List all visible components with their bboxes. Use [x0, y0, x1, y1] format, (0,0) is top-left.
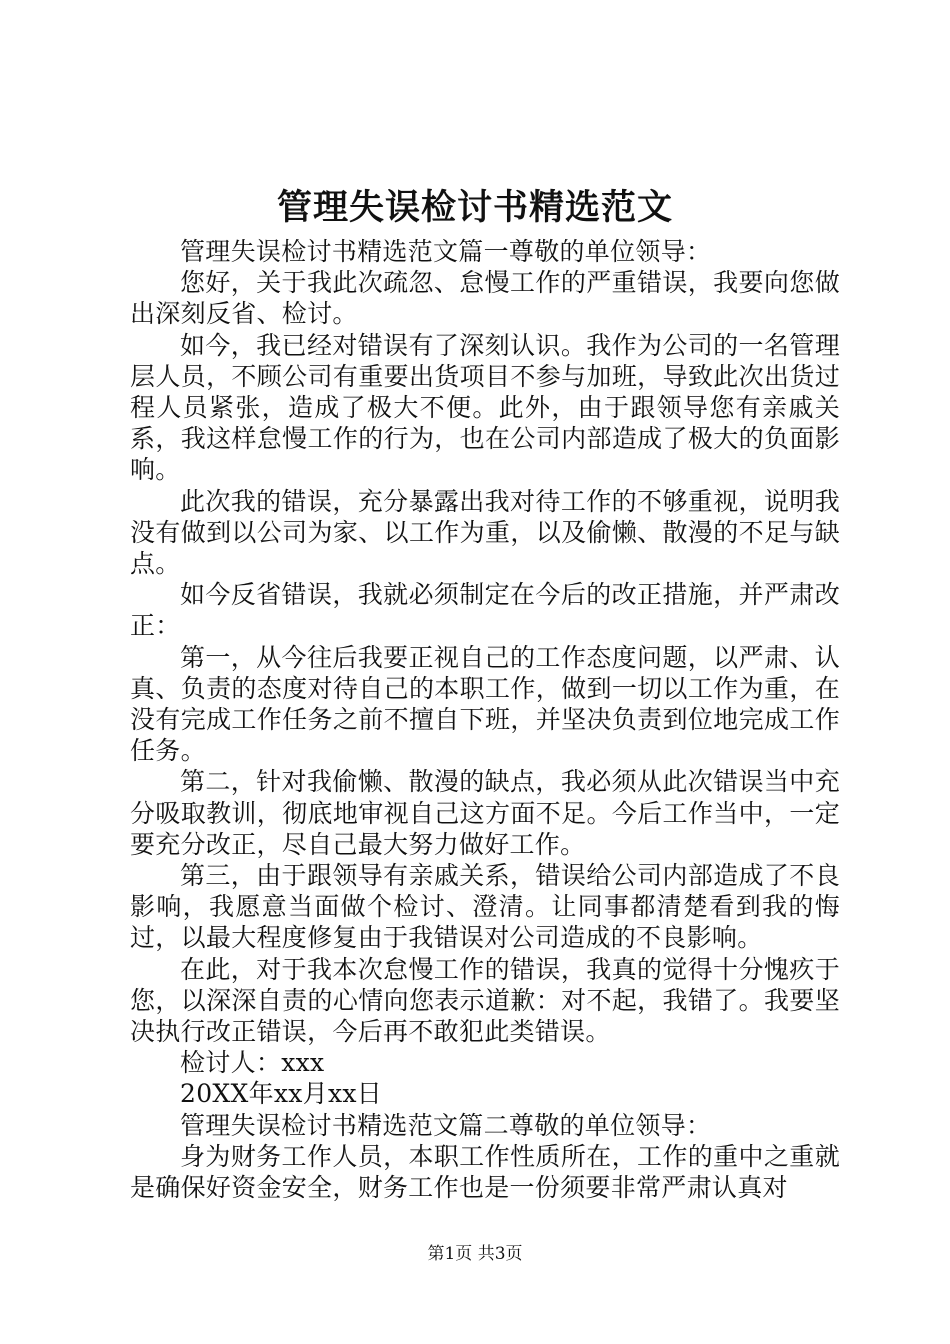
date-line: 20XX年xx月xx日 — [180, 1079, 383, 1109]
paragraph-apology: 在此，对于我本次怠慢工作的错误，我真的觉得十分愧疚于您，以深深自责的心情向您表示道歉：对不起，我错了。我要坚决执行改正错误，今后再不敢犯此类错误。 — [130, 954, 840, 1047]
paragraph-salutation-1: 管理失误检讨书精选范文篇一尊敬的单位领导： — [180, 237, 712, 266]
page-footer: 第1页 共3页 — [427, 1244, 523, 1264]
paragraph-greeting: 您好，关于我此次疏忽、怠慢工作的严重错误，我要向您做出深刻反省、检讨。 — [130, 268, 840, 329]
document-title: 管理失误检讨书精选范文 — [276, 187, 673, 228]
paragraph-measures-intro: 如今反省错误，我就必须制定在今后的改正措施，并严肃改正： — [130, 580, 840, 641]
paragraph-finance-intro: 身为财务工作人员，本职工作性质所在，工作的重中之重就是确保好资金安全，财务工作也是一份须要非常严肃认真对 — [130, 1141, 840, 1203]
signature-line: 检讨人：xxx — [180, 1048, 325, 1078]
paragraph-shortcomings: 此次我的错误，充分暴露出我对待工作的不够重视，说明我没有做到以公司为家、以工作为重，以及偷懒、散漫的不足与缺点。 — [130, 486, 840, 579]
paragraph-recognition: 如今，我已经对错误有了深刻认识。我作为公司的一名管理层人员，不顾公司有重要出货项目不参与加班，导致此次出货过程人员紧张，造成了极大不便。此外，由于跟领导您有亲戚关系，我这样怠慢工作的行为，也在公司内部造成了极大的负面影响。 — [130, 330, 840, 485]
paragraph-measure-3: 第三，由于跟领导有亲戚关系，错误给公司内部造成了不良影响，我愿意当面做个检讨、澄清。让同事都清楚看到我的悔过，以最大程度修复由于我错误对公司造成的不良影响。 — [130, 861, 840, 953]
document-body — [130, 236, 840, 1203]
paragraph-salutation-2: 管理失误检讨书精选范文篇二尊敬的单位领导： — [180, 1110, 712, 1140]
paragraph-measure-1: 第一，从今往后我要正视自己的工作态度问题，以严肃、认真、负责的态度对待自己的本职工作，做到一切以工作为重，在没有完成工作任务之前不擅自下班，并坚决负责到位地完成工作任务。 — [130, 642, 840, 766]
paragraph-measure-2: 第二，针对我偷懒、散漫的缺点，我必须从此次错误当中充分吸取教训，彻底地审视自己这方面不足。今后工作当中，一定要充分改正，尽自己最大努力做好工作。 — [130, 767, 840, 859]
